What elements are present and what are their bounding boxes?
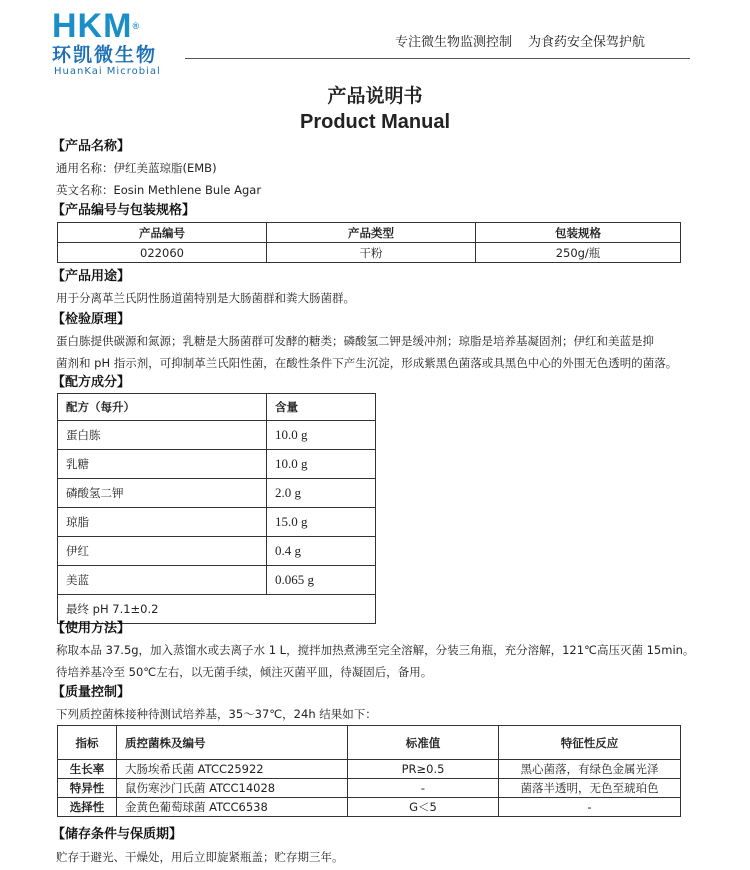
section-heading-principle: 【检验原理】	[52, 312, 131, 327]
table-header-cell: 包装规格	[476, 223, 681, 243]
ingredient-amount: 0.065 g	[267, 566, 376, 595]
table-row	[58, 537, 376, 566]
qc-standard: -	[348, 779, 499, 798]
package-size: 250g/瓶	[476, 243, 681, 263]
table-header-cell: 产品编号	[58, 223, 267, 243]
qc-table	[57, 725, 681, 817]
header-divider	[185, 58, 690, 59]
table-row	[58, 479, 376, 508]
table-header-cell: 指标	[58, 726, 117, 760]
usage-text: 用于分离革兰氏阴性肠道菌特别是大肠菌群和粪大肠菌群。	[56, 291, 355, 305]
page-title-english: Product Manual	[299, 111, 450, 133]
table-header-cell: 标准值	[348, 726, 499, 760]
qc-reaction: 菌落半透明，无色至琥珀色	[499, 779, 681, 798]
section-heading-quality-control: 【质量控制】	[52, 685, 131, 700]
ingredient-name: 蛋白胨	[58, 421, 267, 450]
qc-strain: 鼠伤寒沙门氏菌 ATCC14028	[117, 779, 348, 798]
table-header-cell: 产品类型	[267, 223, 476, 243]
section-heading-usage: 【产品用途】	[52, 269, 131, 284]
logo	[52, 6, 140, 46]
section-heading-packaging: 【产品编号与包装规格】	[52, 203, 196, 218]
principle-text-line-1: 蛋白胨提供碳源和氮源；乳糖是大肠菌群可发酵的糖类；磷酸氢二钾是缓冲剂；琼脂是培养基凝固剂；伊红和美蓝是抑	[56, 334, 654, 348]
ingredient-name: 伊红	[58, 537, 267, 566]
ingredient-amount: 10.0 g	[267, 421, 376, 450]
qc-indicator: 选择性	[58, 798, 117, 817]
ingredient-amount: 15.0 g	[267, 508, 376, 537]
ingredient-name: 琼脂	[58, 508, 267, 537]
section-heading-product-name: 【产品名称】	[52, 139, 131, 154]
table-row	[58, 450, 376, 479]
table-header-cell: 质控菌株及编号	[117, 726, 348, 760]
method-text-line-1: 称取本品 37.5g，加入蒸馏水或去离子水 1 L，搅拌加热煮沸至完全溶解，分装三角瓶，充分溶解，121℃高压灭菌 15min。	[56, 643, 695, 657]
table-row	[58, 760, 681, 779]
ingredient-amount: 2.0 g	[267, 479, 376, 508]
ingredient-name: 乳糖	[58, 450, 267, 479]
page-title-chinese: 产品说明书	[327, 85, 423, 107]
logo-chinese-name: 环凯微生物	[52, 44, 158, 66]
slogan	[395, 34, 645, 52]
ingredient-name: 磷酸氢二钾	[58, 479, 267, 508]
product-code: 022060	[58, 243, 267, 263]
section-heading-method: 【使用方法】	[52, 621, 131, 636]
qc-reaction: -	[499, 798, 681, 817]
section-heading-storage: 【储存条件与保质期】	[52, 827, 183, 842]
amount-column-header: 含量	[267, 394, 376, 421]
table-header-row	[58, 223, 681, 243]
table-row	[58, 566, 376, 595]
table-row	[58, 421, 376, 450]
common-name: 通用名称：伊红美蓝琼脂(EMB)	[56, 161, 217, 175]
table-row	[58, 798, 681, 817]
qc-reaction: 黑心菌落，有绿色金属光泽	[499, 760, 681, 779]
formula-column-header: 配方（每升）	[58, 394, 267, 421]
english-name: 英文名称：Eosin Methlene Bule Agar	[56, 183, 262, 197]
ingredient-amount: 10.0 g	[267, 450, 376, 479]
ingredient-name: 美蓝	[58, 566, 267, 595]
qc-intro: 下列质控菌株接种待测试培养基，35～37℃，24h 结果如下：	[56, 707, 377, 721]
qc-indicator: 特异性	[58, 779, 117, 798]
formula-table	[57, 393, 376, 624]
qc-standard: G＜5	[348, 798, 499, 817]
table-header-row	[58, 726, 681, 760]
qc-strain: 大肠埃希氏菌 ATCC25922	[117, 760, 348, 779]
logo-text: HKM	[52, 7, 133, 45]
qc-strain: 金黄色葡萄球菌 ATCC6538	[117, 798, 348, 817]
slogan-part-2: 为食药安全保驾护航	[528, 35, 646, 50]
table-header-row	[58, 394, 376, 421]
slogan-part-1: 专注微生物监测控制	[395, 35, 513, 50]
packaging-table	[57, 222, 681, 263]
table-header-cell: 特征性反应	[499, 726, 681, 760]
qc-standard: PR≥0.5	[348, 760, 499, 779]
principle-text-line-2: 菌剂和 pH 指示剂，可抑制革兰氏阳性菌，在酸性条件下产生沉淀，形成紫黑色菌落或具黑色中心的外围无色透明的菌落。	[56, 356, 678, 370]
qc-indicator: 生长率	[58, 760, 117, 779]
storage-text: 贮存于避光、干燥处，用后立即旋紧瓶盖；贮存期三年。	[56, 850, 344, 864]
final-ph: 最终 pH 7.1±0.2	[58, 595, 376, 624]
logo-english-name: HuanKai Microbial	[54, 66, 161, 77]
table-row	[58, 508, 376, 537]
method-text-line-2: 待培养基冷至 50℃左右，以无菌手续，倾注灭菌平皿，待凝固后，备用。	[56, 665, 433, 679]
table-row	[58, 243, 681, 263]
table-row	[58, 779, 681, 798]
product-type: 干粉	[267, 243, 476, 263]
ingredient-amount: 0.4 g	[267, 537, 376, 566]
registered-mark: ®	[132, 21, 141, 31]
section-heading-formula: 【配方成分】	[52, 375, 131, 390]
